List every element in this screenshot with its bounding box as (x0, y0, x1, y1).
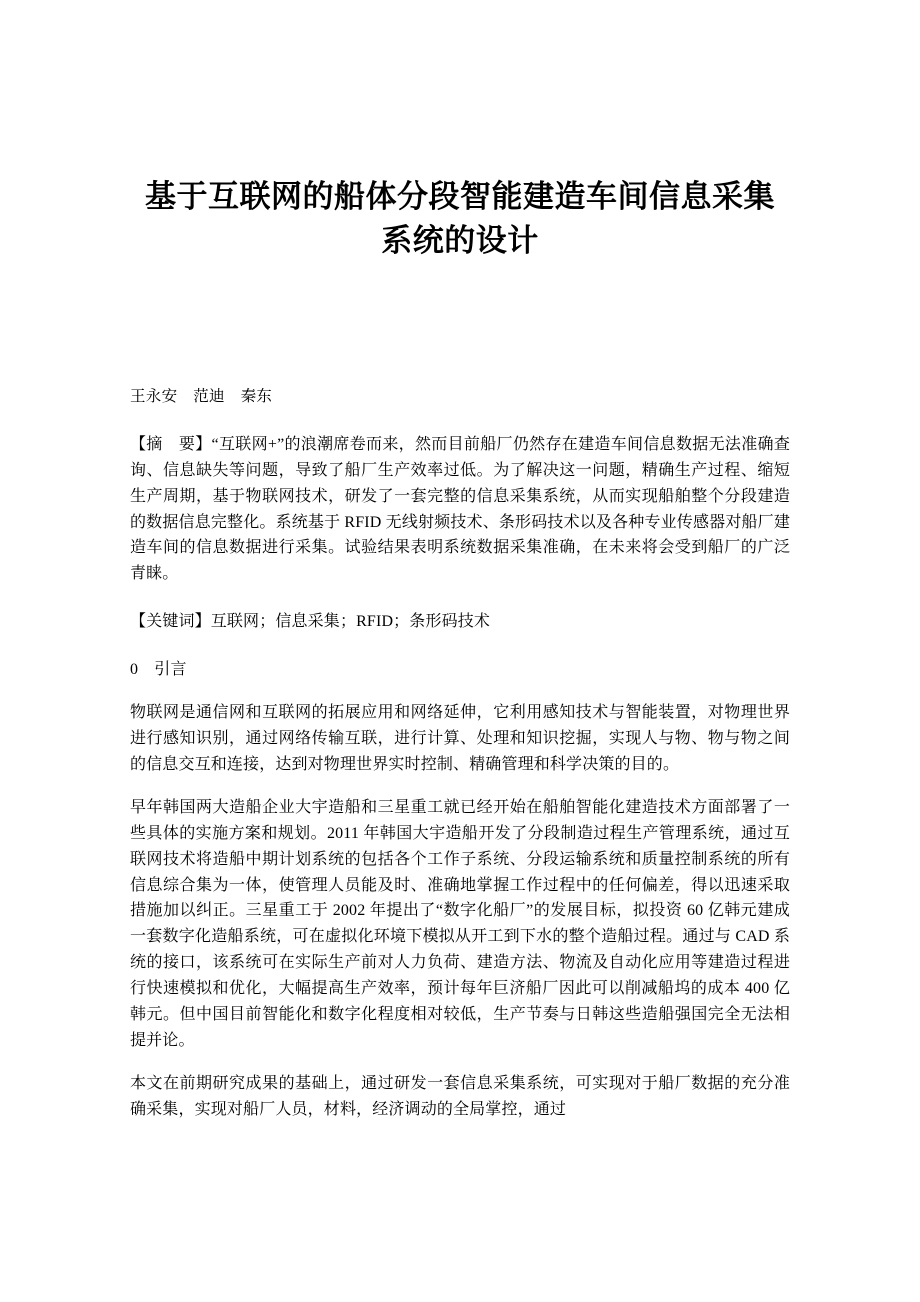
keywords-paragraph: 【关键词】互联网；信息采集；RFID；条形码技术 (130, 613, 491, 631)
page-title: 基于互联网的船体分段智能建造车间信息采集系统的设计 (145, 179, 775, 259)
author-list: 王永安 范迪 秦东 (130, 388, 273, 406)
body-paragraph: 本文在前期研究成果的基础上，通过研发一套信息采集系统，可实现对于船厂数据的充分准确采集，实现对船厂人员，材料，经济调动的全局掌控，通过 (130, 1074, 790, 1118)
body-paragraph: 物联网是通信网和互联网的拓展应用和网络延伸，它利用感知技术与智能装置，对物理世界进行感知识别，通过网络传输互联，进行计算、处理和知识挖掘，实现人与物、物与物之间的信息交互和连接，达到对物理世界实时控制、精确管理和科学决策的目的。 (130, 704, 790, 773)
section-heading-introduction: 0 引言 (130, 661, 187, 679)
body-paragraph: 早年韩国两大造船企业大宇造船和三星重工就已经开始在船舶智能化建造技术方面部署了一些具体的实施方案和规划。2011 年韩国大宇造船开发了分段制造过程生产管理系统，通过互联网技术将造船中期计划系统的包括各个工作子系统、分段运输系统和质量控制系统的所有信息综合集为一体，使管理人员能及时、准确地掌握工作过程中的任何偏差，得以迅速采取措施加以纠正。三星重工于 2002 年提出了“数字化船厂”的发展目标，拟投资 60 亿韩元建成一套数字化造船系统，可在虚拟化环境下模拟从开工到下水的整个造船过程。通过与 CAD 系统的接口，该系统可在实际生产前对人力负荷、建造方法、物流及自动化应用等建造过程进行快速模拟和优化，大幅提高生产效率，预计每年巨济船厂因此可以削减船坞的成本 400 亿韩元。但中国目前智能化和数字化程度相对较低，生产节奏与日韩这些造船强国完全无法相提并论。 (130, 798, 790, 1049)
abstract-paragraph: 【摘 要】“互联网+”的浪潮席卷而来，然而目前船厂仍然存在建造车间信息数据无法准确查询、信息缺失等问题，导致了船厂生产效率过低。为了解决这一问题，精确生产过程、缩短生产周期，基于物联网技术，研发了一套完整的信息采集系统，从而实现船舶整个分段建造的数据信息完整化。系统基于 RFID 无线射频技术、条形码技术以及各种专业传感器对船厂建造车间的信息数据进行采集。试验结果表明系统数据采集准确，在未来将会受到船厂的广泛青睐。 (130, 435, 790, 583)
